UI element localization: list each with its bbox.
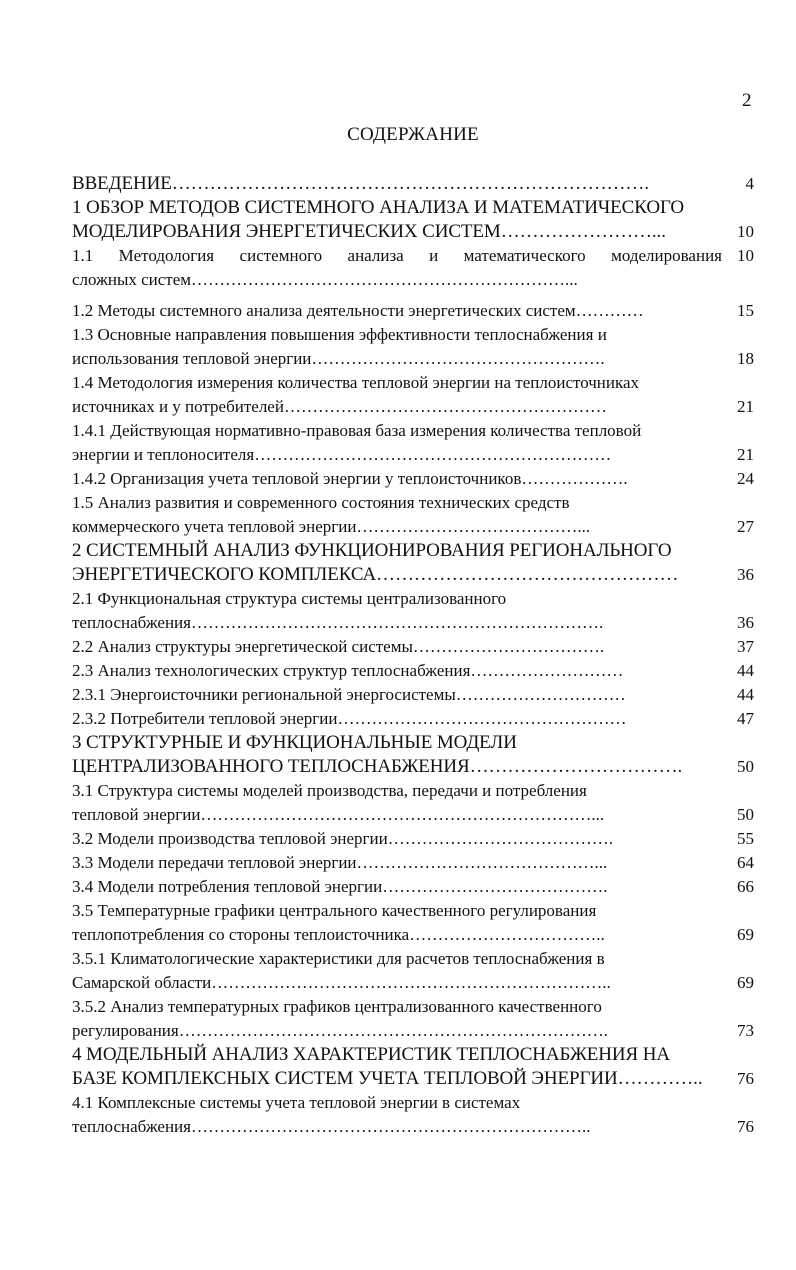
- toc-entry-text: 1 ОБЗОР МЕТОДОВ СИСТЕМНОГО АНАЛИЗА И МАТЕМАТИЧЕСКОГО: [72, 197, 685, 218]
- toc-entry: [72, 635, 764, 659]
- toc-entry: [72, 299, 764, 323]
- toc-entry-text: ЦЕНТРАЛИЗОВАННОГО ТЕПЛОСНАБЖЕНИЯ…………………………….: [72, 756, 683, 777]
- toc-entry-text: тепловой энергии……………………………………………………………...: [72, 805, 605, 824]
- toc-entry: [72, 587, 764, 611]
- toc-entry: [72, 539, 764, 563]
- toc-entry-text: 1.4.2 Организация учета тепловой энергии у теплоисточников……………….: [72, 469, 628, 488]
- toc-entry: [72, 827, 764, 851]
- toc-entry-page: 37: [737, 637, 754, 656]
- toc-entry-page: 24: [737, 469, 754, 488]
- toc-entry: [72, 347, 764, 371]
- toc-entry-text: 2 СИСТЕМНЫЙ АНАЛИЗ ФУНКЦИОНИРОВАНИЯ РЕГИОНАЛЬНОГО: [72, 540, 672, 561]
- toc-entry-page: 69: [737, 973, 754, 992]
- toc-entry-page: 66: [737, 877, 754, 896]
- toc-entry-text: 2.1 Функциональная структура системы централизованного: [72, 589, 507, 608]
- toc-entry-page: 4: [745, 174, 754, 193]
- page-number: 2: [742, 90, 752, 111]
- toc-entry: [72, 244, 764, 268]
- toc-entry-text: использования тепловой энергии…………………………………………….: [72, 349, 605, 368]
- toc-entry-page: 18: [737, 349, 754, 368]
- toc-entry-text: теплоснабжения……………………………………………………………..: [72, 1117, 591, 1136]
- toc-entry-text: 3.2 Модели производства тепловой энергии………………………………….: [72, 829, 613, 848]
- toc-entry: [72, 172, 764, 196]
- toc-entry-text: ЭНЕРГЕТИЧЕСКОГО КОМПЛЕКСА…………………………………………: [72, 564, 679, 585]
- toc-entry-text: теплопотребления со стороны теплоисточника……………………………..: [72, 925, 605, 944]
- toc-entry: [72, 395, 764, 419]
- toc-entry-text: сложных систем…………………………………………………………...: [72, 270, 578, 289]
- toc-entry: [72, 611, 764, 635]
- toc-entry-text: 4 МОДЕЛЬНЫЙ АНАЛИЗ ХАРАКТЕРИСТИК ТЕПЛОСНАБЖЕНИЯ НА: [72, 1044, 670, 1065]
- toc-entry-text: 3.4 Модели потребления тепловой энергии………………………………….: [72, 877, 608, 896]
- toc-entry-text: 3.1 Структура системы моделей производства, передачи и потребления: [72, 781, 587, 800]
- toc-entry-text: МОДЕЛИРОВАНИЯ ЭНЕРГЕТИЧЕСКИХ СИСТЕМ……………………...: [72, 221, 666, 242]
- toc-entry: [72, 779, 764, 803]
- toc-entry-text: энергии и теплоносителя………………………………………………………: [72, 445, 612, 464]
- toc-entry-page: 21: [737, 397, 754, 416]
- toc-entry-text: 3.5.1 Климатологические характеристики для расчетов теплоснабжения в: [72, 949, 605, 968]
- toc-entry-text: коммерческого учета тепловой энергии…………………………………...: [72, 517, 591, 536]
- toc-entry-page: 50: [737, 757, 754, 776]
- toc-entry: [72, 707, 764, 731]
- toc-entry: [72, 755, 764, 779]
- toc-entry-page: 55: [737, 829, 754, 848]
- toc-entry: [72, 1115, 764, 1139]
- toc-entry-page: 10: [737, 246, 754, 265]
- toc-entry-text: 3.3 Модели передачи тепловой энергии……………………………………...: [72, 853, 608, 872]
- toc-entry-page: 15: [737, 301, 754, 320]
- toc-entry: [72, 268, 764, 292]
- toc-entry-text: 1.4 Методология измерения количества тепловой энергии на теплоисточниках: [72, 373, 640, 392]
- toc-entry: [72, 803, 764, 827]
- toc-entry-text: 1.2 Методы системного анализа деятельности энергетических систем…………: [72, 301, 644, 320]
- toc-entry-text: 4.1 Комплексные системы учета тепловой энергии в системах: [72, 1093, 521, 1112]
- toc-entry-page: 36: [737, 565, 754, 584]
- toc-entry-text: Самарской области……………………………………………………………..: [72, 973, 611, 992]
- toc-entry-text: 3.5 Температурные графики центрального качественного регулирования: [72, 901, 597, 920]
- toc-entry: [72, 515, 764, 539]
- toc-entry: [72, 196, 764, 220]
- toc-entry-text: 2.3 Анализ технологических структур теплоснабжения………………………: [72, 661, 624, 680]
- toc-entry-text: 2.3.1 Энергоисточники региональной энергосистемы…………………………: [72, 685, 626, 704]
- toc-entry-page: 44: [737, 661, 754, 680]
- toc-entry: [72, 1067, 764, 1091]
- toc-entry-page: 27: [737, 517, 754, 536]
- toc-entry-text: теплоснабжения……………………………………………………………….: [72, 613, 604, 632]
- toc-entry-text: 1.5 Анализ развития и современного состояния технических средств: [72, 493, 570, 512]
- toc-entry: [72, 1091, 764, 1115]
- toc-entry: [72, 875, 764, 899]
- toc-entry: [72, 683, 764, 707]
- toc-entry: [72, 923, 764, 947]
- toc-entry: [72, 323, 764, 347]
- toc-entry-text: 1.3 Основные направления повышения эффективности теплоснабжения и: [72, 325, 607, 344]
- toc-entry-text: источниках и у потребителей…………………………………………………: [72, 397, 607, 416]
- toc-entry-text: 3.5.2 Анализ температурных графиков централизованного качественного: [72, 997, 602, 1016]
- toc-entry: [72, 371, 764, 395]
- toc-entry: [72, 1043, 764, 1067]
- toc-entry-text: 3 СТРУКТУРНЫЕ И ФУНКЦИОНАЛЬНЫЕ МОДЕЛИ: [72, 732, 517, 753]
- toc-entry-text: 1.1 Методология системного анализа и математического моделирования: [72, 246, 722, 265]
- toc-entry: [72, 443, 764, 467]
- toc-entry: [72, 971, 764, 995]
- toc-entry-page: 76: [737, 1117, 754, 1136]
- toc-entry-text: 2.2 Анализ структуры энергетической системы…………………………….: [72, 637, 605, 656]
- toc-entry-page: 64: [737, 853, 754, 872]
- toc-entry-page: 50: [737, 805, 754, 824]
- toc-entry: [72, 220, 764, 244]
- toc-entry: [72, 899, 764, 923]
- toc-entry-page: 36: [737, 613, 754, 632]
- page-title: СОДЕРЖАНИЕ: [347, 124, 479, 145]
- toc-entry-page: 76: [737, 1069, 754, 1088]
- toc-entry: [72, 1019, 764, 1043]
- toc-entry-page: 69: [737, 925, 754, 944]
- toc-entry-text: 1.4.1 Действующая нормативно-правовая база измерения количества тепловой: [72, 421, 642, 440]
- toc-entry-page: 21: [737, 445, 754, 464]
- toc-entry: [72, 467, 764, 491]
- toc-entry: [72, 491, 764, 515]
- toc-entry-page: 47: [737, 709, 754, 728]
- toc-entry-text: БАЗЕ КОМПЛЕКСНЫХ СИСТЕМ УЧЕТА ТЕПЛОВОЙ ЭНЕРГИИ…………..: [72, 1068, 703, 1089]
- toc-entry-text: регулирования………………………………………………………………….: [72, 1021, 608, 1040]
- toc-entry: [72, 563, 764, 587]
- toc-entry-page: 10: [737, 222, 754, 241]
- toc-entry-text: 2.3.2 Потребители тепловой энергии……………………………………………: [72, 709, 627, 728]
- toc-entry: [72, 995, 764, 1019]
- toc-entry-text: ВВЕДЕНИЕ………………………………………………………………….: [72, 173, 649, 194]
- toc-entry: [72, 419, 764, 443]
- toc-entry: [72, 731, 764, 755]
- toc-entry-page: 73: [737, 1021, 754, 1040]
- toc-entry: [72, 659, 764, 683]
- toc-entry-page: 44: [737, 685, 754, 704]
- toc-entry: [72, 851, 764, 875]
- toc-entry: [72, 947, 764, 971]
